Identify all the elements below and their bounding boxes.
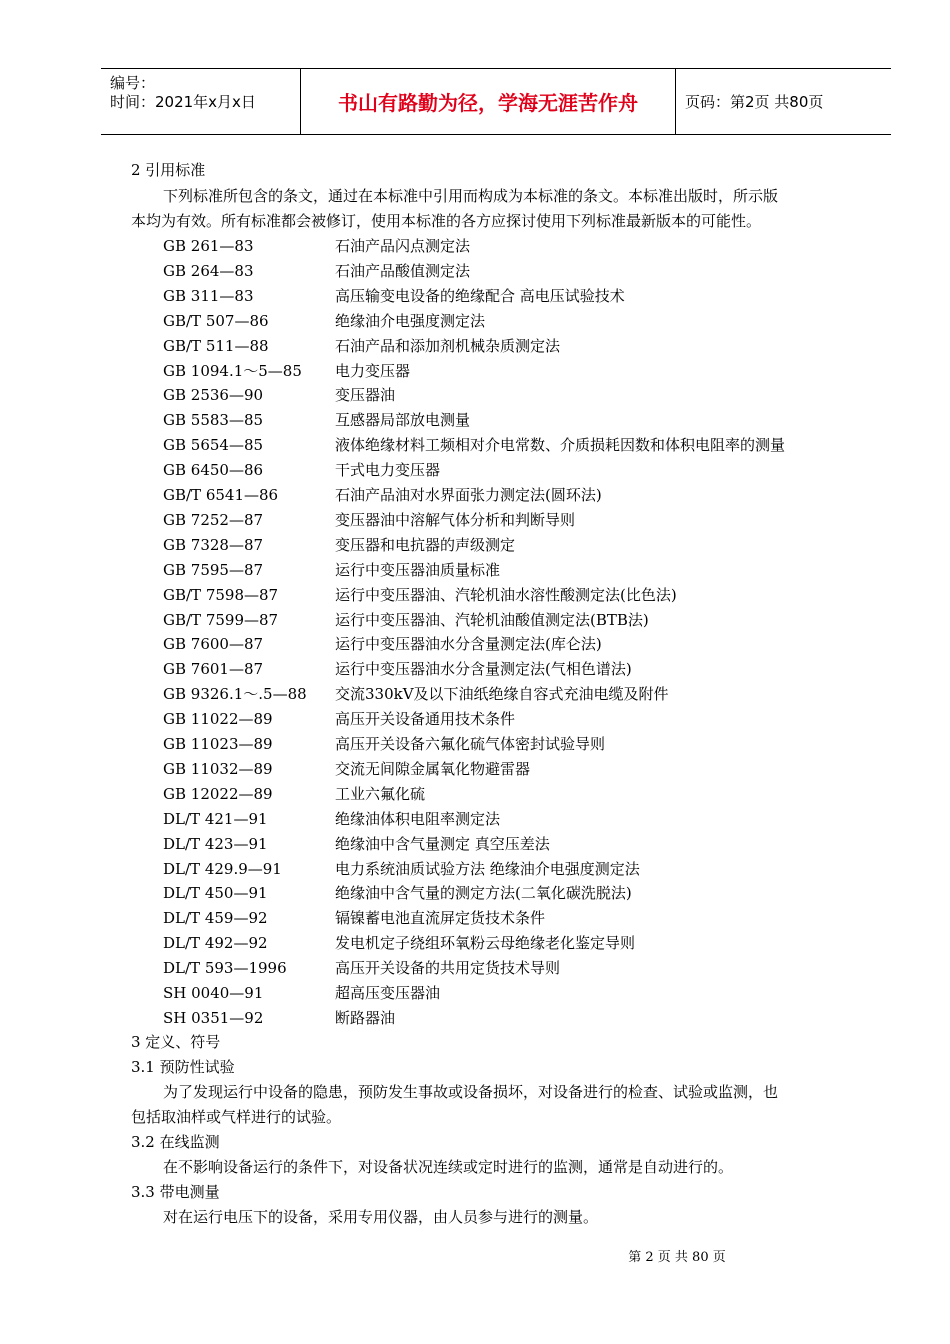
reference-code: GB 11023—89 — [163, 735, 273, 753]
reference-code: GB 9326.1～.5—88 — [163, 685, 307, 703]
reference-code: GB 5583—85 — [163, 411, 264, 429]
reference-title: 高压开关设备的共用定货技术导则 — [335, 959, 561, 977]
reference-title: 工业六氟化硫 — [335, 785, 426, 803]
reference-code: GB 11032—89 — [163, 760, 273, 778]
reference-code: GB 261—83 — [163, 237, 254, 255]
reference-code: GB 12022—89 — [163, 785, 273, 803]
reference-title: 运行中变压器油质量标准 — [335, 561, 501, 579]
reference-code: GB 7328—87 — [163, 536, 264, 554]
reference-code: DL/T 429.9—91 — [163, 860, 282, 878]
section-3-2-line-1: 在不影响设备运行的条件下，对设备状况连续或定时进行的监测，通常是自动进行的。 — [163, 1158, 734, 1176]
header-page-label: 页码：第2页 共80页 — [685, 93, 824, 111]
reference-title: 绝缘油中含气量测定 真空压差法 — [335, 835, 550, 853]
reference-title: 绝缘油体积电阻率测定法 — [335, 810, 501, 828]
section-3-1-line-1: 为了发现运行中设备的隐患，预防发生事故或设备损坏，对设备进行的检查、试验或监测，也 — [163, 1083, 779, 1101]
reference-code: GB/T 7599—87 — [163, 611, 279, 629]
reference-title: 高压输变电设备的绝缘配合 高电压试验技术 — [335, 287, 625, 305]
reference-title: 运行中变压器油、汽轮机油酸值测定法(BTB法) — [335, 611, 649, 629]
reference-title: 高压开关设备通用技术条件 — [335, 710, 516, 728]
reference-title: 石油产品油对水界面张力测定法(圆环法) — [335, 486, 602, 504]
reference-code: DL/T 421—91 — [163, 810, 268, 828]
reference-code: GB 1094.1～5—85 — [163, 362, 302, 380]
reference-title: 电力变压器 — [335, 362, 411, 380]
reference-title: 液体绝缘材料工频相对介电常数、介质损耗因数和体积电阻率的测量 — [335, 436, 786, 454]
reference-title: 绝缘油介电强度测定法 — [335, 312, 486, 330]
reference-code: DL/T 492—92 — [163, 934, 268, 952]
section-3-1-line-2: 包括取油样或气样进行的试验。 — [131, 1108, 342, 1126]
reference-title: 运行中变压器油、汽轮机油水溶性酸测定法(比色法) — [335, 586, 677, 604]
reference-code: GB 7595—87 — [163, 561, 264, 579]
reference-title: 发电机定子绕组环氧粉云母绝缘老化鉴定导则 — [335, 934, 636, 952]
reference-code: GB/T 7598—87 — [163, 586, 279, 604]
reference-code: DL/T 423—91 — [163, 835, 268, 853]
reference-title: 交流无间隙金属氧化物避雷器 — [335, 760, 531, 778]
reference-code: GB/T 511—88 — [163, 337, 269, 355]
date-line: 时间：2021年x月x日 — [110, 93, 256, 111]
reference-code: GB 5654—85 — [163, 436, 264, 454]
reference-code: GB 7600—87 — [163, 635, 264, 653]
header-motto: 书山有路勤为径，学海无涯苦作舟 — [301, 69, 676, 134]
reference-code: DL/T 593—1996 — [163, 959, 287, 977]
reference-code: DL/T 459—92 — [163, 909, 268, 927]
reference-code: SH 0351—92 — [163, 1009, 264, 1027]
reference-title: 电力系统油质试验方法 绝缘油介电强度测定法 — [335, 860, 640, 878]
section-2-intro-line-2: 本均为有效。所有标准都会被修订，使用本标准的各方应探讨使用下列标准最新版本的可能性。 — [131, 212, 762, 230]
reference-title: 交流330kV及以下油纸绝缘自容式充油电缆及附件 — [335, 685, 669, 703]
reference-title: 变压器油 — [335, 386, 396, 404]
reference-code: GB/T 507—86 — [163, 312, 269, 330]
section-2-intro-line-1: 下列标准所包含的条文，通过在本标准中引用而构成为本标准的条文。本标准出版时，所示版 — [163, 187, 779, 205]
reference-code: DL/T 450—91 — [163, 884, 268, 902]
reference-title: 镉镍蓄电池直流屏定货技术条件 — [335, 909, 546, 927]
reference-title: 超高压变压器油 — [335, 984, 441, 1002]
section-3-1-heading: 3.1 预防性试验 — [131, 1058, 235, 1076]
reference-code: GB 7601—87 — [163, 660, 264, 678]
reference-code: GB 2536—90 — [163, 386, 264, 404]
reference-title: 石油产品酸值测定法 — [335, 262, 471, 280]
reference-code: GB 6450—86 — [163, 461, 264, 479]
reference-title: 高压开关设备六氟化硫气体密封试验导则 — [335, 735, 606, 753]
page-header — [101, 68, 891, 135]
reference-title: 运行中变压器油水分含量测定法(库仑法) — [335, 635, 602, 653]
reference-title: 运行中变压器油水分含量测定法(气相色谱法) — [335, 660, 632, 678]
footer-page-number: 第 2 页 共 80 页 — [628, 1250, 726, 1265]
reference-code: GB/T 6541—86 — [163, 486, 279, 504]
reference-title: 绝缘油中含气量的测定方法(二氧化碳洗脱法) — [335, 884, 632, 902]
header-meta-cell — [101, 69, 301, 134]
page-footer — [0, 1246, 950, 1265]
section-3-heading: 3 定义、符号 — [131, 1033, 221, 1051]
reference-title: 断路器油 — [335, 1009, 396, 1027]
reference-code: GB 264—83 — [163, 262, 254, 280]
serial-label: 编号： — [110, 74, 156, 92]
section-3-2-heading: 3.2 在线监测 — [131, 1133, 220, 1151]
reference-title: 互感器局部放电测量 — [335, 411, 471, 429]
reference-title: 干式电力变压器 — [335, 461, 441, 479]
section-2-heading: 2 引用标准 — [131, 161, 206, 179]
reference-title: 变压器油中溶解气体分析和判断导则 — [335, 511, 576, 529]
section-3-3-heading: 3.3 带电测量 — [131, 1183, 220, 1201]
section-3-3-line-1: 对在运行电压下的设备，采用专用仪器，由人员参与进行的测量。 — [163, 1208, 599, 1226]
reference-code: GB 11022—89 — [163, 710, 273, 728]
reference-title: 石油产品和添加剂机械杂质测定法 — [335, 337, 561, 355]
reference-code: GB 311—83 — [163, 287, 254, 305]
reference-title: 石油产品闪点测定法 — [335, 237, 471, 255]
reference-title: 变压器和电抗器的声级测定 — [335, 536, 516, 554]
reference-code: GB 7252—87 — [163, 511, 264, 529]
reference-code: SH 0040—91 — [163, 984, 264, 1002]
